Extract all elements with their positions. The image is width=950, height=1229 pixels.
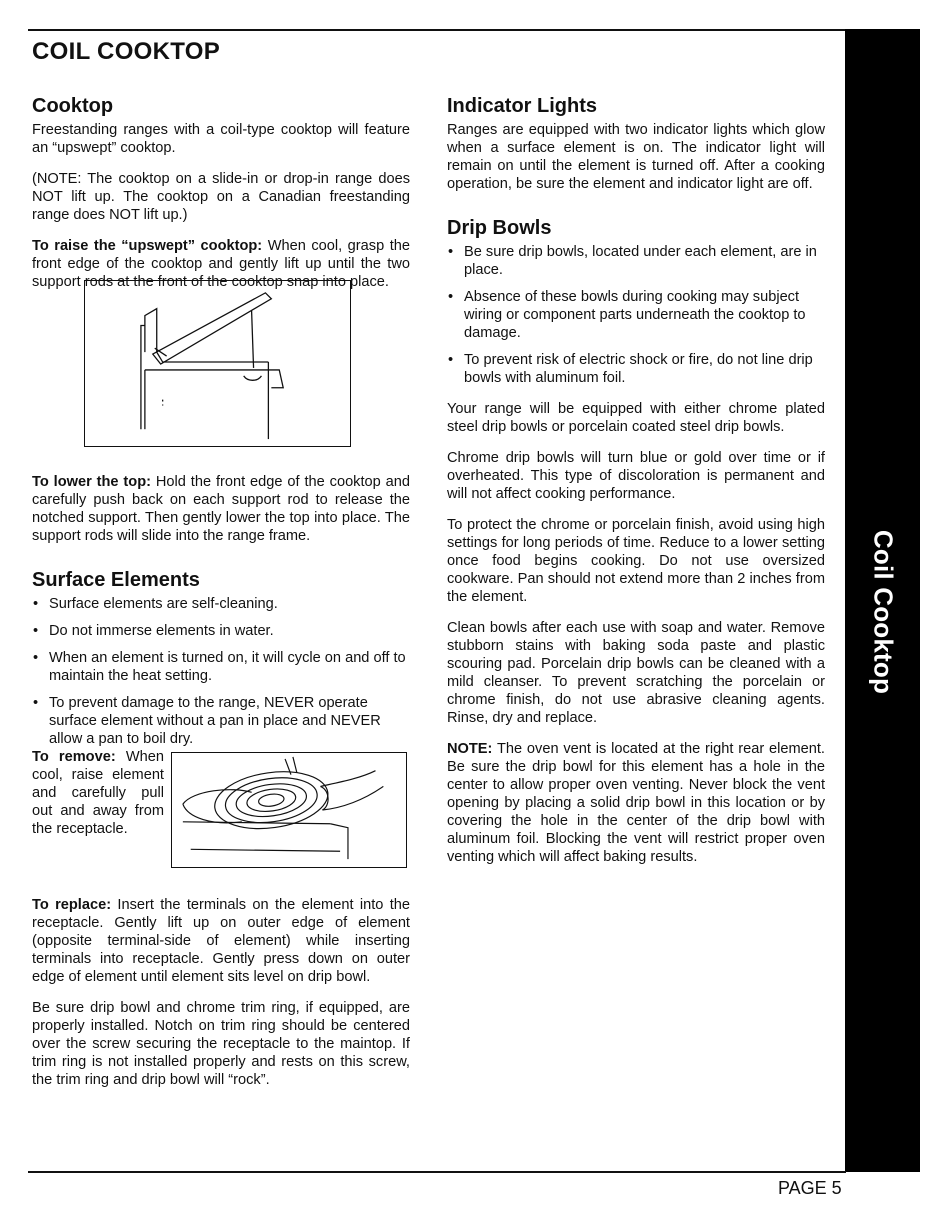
remove-element-instructions: [32, 748, 164, 838]
replace-element-instructions: [32, 896, 410, 986]
oven-vent-note: [447, 740, 825, 866]
drip-bowls-list: [447, 243, 825, 387]
drip-bowls-paragraph-3: To protect the chrome or porcelain finish, avoid using high settings for long periods of time. Reduce to a lower setting once food begins cooking. Do not use oversized cookware. Pan should not extend more than 2 inches from the element.: [447, 517, 825, 605]
upswept-cooktop-illustration: [84, 280, 351, 447]
drip-bowls-paragraph-1: Your range will be equipped with either chrome plated steel drip bowls or porcelain coated steel drip bowls.: [447, 401, 825, 435]
oven-vent-note-text: The oven vent is located at the right rear element. Be sure the drip bowl for this element has a hole in the center to allow proper oven venting. Never block the vent opening by placing a solid drip bowl in this location or by covering the hole in the center of the drip bowl with aluminum foil. Blocking the vent will restrict proper oven venting which will affect baking results.: [447, 741, 825, 865]
surface-elements-list: [32, 595, 410, 748]
drip-bowls-heading: Drip Bowls: [447, 217, 552, 239]
trim-ring-paragraph: Be sure drip bowl and chrome trim ring, if equipped, are properly installed. Notch on trim ring should be centered over the screw securing the receptacle to the maintop. If trim ring is not installed properly and rests on this screw, the trim ring and drip bowl will “rock”.: [32, 1000, 410, 1088]
cooktop-paragraph-1: Freestanding ranges with a coil-type cooktop will feature an “upswept” cooktop.: [32, 122, 410, 156]
drip-bowls-paragraph-2: Chrome drip bowls will turn blue or gold over time or if overheated. This type of discoloration is permanent and will not affect cooking performance.: [447, 450, 825, 502]
remove-element-label: To remove:: [32, 749, 116, 765]
top-rule: [28, 29, 920, 31]
surface-elements-heading: Surface Elements: [32, 569, 200, 591]
raise-cooktop-instructions: [32, 237, 410, 291]
cooktop-note: (NOTE: The cooktop on a slide-in or drop-in range does NOT lift up. The cooktop on a Canadian freestanding range does NOT lift up.): [32, 171, 410, 223]
replace-element-text: Insert the terminals on the element into the receptacle. Gently lift up on outer edge of element (opposite terminal-side of element) while inserting terminals into receptacle. Gently press down on outer edge of element until element sits level on drip bowl.: [32, 897, 410, 985]
remove-element-illustration: [171, 752, 407, 868]
remove-element-block: [32, 748, 410, 884]
bottom-rule: [28, 1171, 846, 1173]
indicator-lights-paragraph: Ranges are equipped with two indicator lights which glow when a surface element is on. The indicator light will remain on until the element is turned off. After a cooking operation, be sure the element and indicator light are off.: [447, 122, 825, 192]
lower-top-instructions: [32, 473, 410, 545]
side-tab-label: Coil Cooktop: [868, 529, 899, 695]
list-item: • Do not immerse elements in water.: [32, 622, 410, 640]
remove-element-text: When cool, raise element and carefully pull out and away from the receptacle.: [32, 749, 164, 837]
lower-top-label: To lower the top:: [32, 474, 151, 490]
list-item: • Be sure drip bowls, located under each element, are in place.: [447, 243, 825, 279]
list-item: • To prevent damage to the range, NEVER operate surface element without a pan in place and NEVER allow a pan to boil dry.: [32, 694, 410, 748]
raise-cooktop-text: When cool, grasp the front edge of the cooktop and gently lift up until the two support rods at the front of the cooktop snap into place.: [32, 238, 410, 290]
oven-vent-note-label: NOTE:: [447, 741, 493, 757]
left-column: [32, 93, 410, 1102]
list-item: • When an element is turned on, it will cycle on and off to maintain the heat setting.: [32, 649, 410, 685]
cooktop-heading: Cooktop: [32, 95, 114, 117]
page-title: COIL COOKTOP: [32, 38, 221, 65]
right-column: [447, 93, 825, 879]
raise-cooktop-label: To raise the “upswept” cooktop:: [32, 238, 263, 254]
drip-bowls-paragraph-4: Clean bowls after each use with soap and water. Remove stubborn stains with baking soda paste and plastic scouring pad. Porcelain drip bowls can be cleaned with a mild cleanser. To prevent scratching the porcelain or chrome finish, do not use abrasive cleaning agents. Rinse, dry and replace.: [447, 620, 825, 726]
replace-element-label: To replace:: [32, 897, 112, 913]
list-item: • Surface elements are self-cleaning.: [32, 595, 410, 613]
list-item: • To prevent risk of electric shock or fire, do not line drip bowls with aluminum foil.: [447, 351, 825, 387]
indicator-lights-heading: Indicator Lights: [447, 95, 597, 117]
page-number: PAGE 5: [778, 1178, 842, 1198]
list-item: • Absence of these bowls during cooking may subject wiring or component parts underneath the cooktop to damage.: [447, 288, 825, 342]
lower-top-text: Hold the front edge of the cooktop and carefully push back on each support rod to release the notched support. Then gently lower the top into place. The support rods will slide into the range frame.: [32, 474, 411, 544]
